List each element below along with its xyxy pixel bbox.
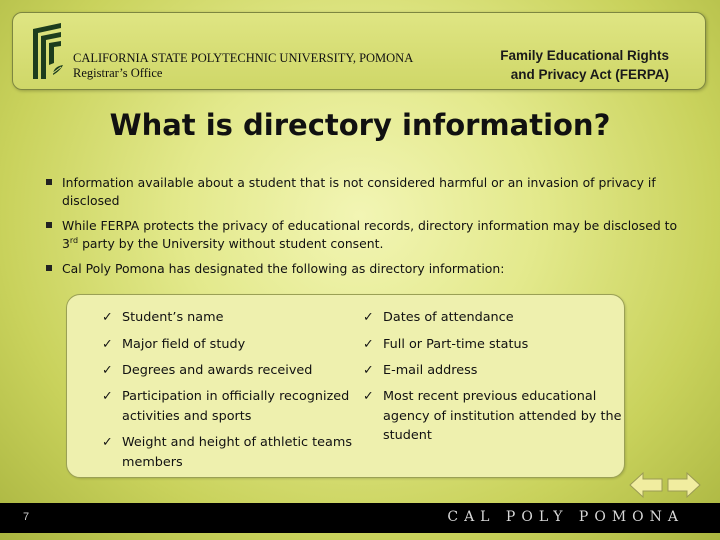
checkmark-icon: ✓ (102, 363, 113, 378)
bullet-text: Cal Poly Pomona has designated the following as directory information: (62, 261, 505, 276)
checkmark-icon: ✓ (102, 389, 113, 404)
item-text: Full or Part-time status (383, 337, 529, 352)
bullet-square-icon (46, 222, 52, 228)
bullet-item (44, 217, 684, 253)
bullet-square-icon (46, 265, 52, 271)
bullet-square-icon (46, 179, 52, 185)
bullet-item (44, 174, 684, 210)
checkmark-icon: ✓ (102, 310, 113, 325)
checkmark-icon: ✓ (363, 337, 374, 352)
list-item (102, 335, 362, 355)
arrow-right-icon[interactable] (666, 470, 702, 500)
directory-info-box (66, 294, 625, 478)
bullet-text-part: While FERPA protects the privacy of educational records, directory information may be disclosed to 3 (62, 218, 678, 251)
item-text: Most recent previous educational agency of institution attended by the student (383, 389, 622, 443)
list-item (363, 308, 623, 328)
list-item (102, 361, 362, 381)
list-item (102, 387, 370, 426)
item-text: Degrees and awards received (122, 363, 313, 378)
item-text: Participation in officially recognized activities and sports (122, 389, 350, 424)
item-text: Major field of study (122, 337, 246, 352)
bullet-text-part: party by the University without student consent. (78, 236, 384, 251)
footer-bar (0, 503, 720, 533)
topic-line-2: and Privacy Act (FERPA) (510, 67, 669, 82)
list-item (102, 308, 362, 328)
topic-line-1: Family Educational Rights (500, 48, 669, 63)
item-text: Dates of attendance (383, 310, 514, 325)
item-text: Student’s name (122, 310, 224, 325)
list-item (363, 335, 623, 355)
topic-heading (449, 46, 669, 84)
list-item (102, 433, 372, 472)
list-item (363, 387, 631, 446)
item-text: E-mail address (383, 363, 478, 378)
arrow-left-icon[interactable] (628, 470, 664, 500)
page-number: 7 (23, 511, 30, 523)
list-item (363, 361, 623, 381)
checkmark-icon: ✓ (363, 389, 374, 404)
checkmark-icon: ✓ (363, 363, 374, 378)
bullet-text (62, 218, 677, 251)
university-name: CALIFORNIA STATE POLYTECHNIC UNIVERSITY, POMONA (73, 51, 414, 65)
slide-title: What is directory information? (109, 108, 611, 142)
header-banner (12, 12, 706, 90)
footer-brand: CAL POLY POMONA (447, 509, 684, 525)
office-name: Registrar’s Office (73, 66, 163, 80)
item-text: Weight and height of athletic teams members (122, 435, 352, 470)
checkmark-icon: ✓ (102, 435, 113, 450)
ordinal-suffix: rd (69, 235, 79, 245)
bullet-item (44, 260, 684, 278)
bullet-list (44, 174, 684, 285)
bullet-text: Information available about a student that is not considered harmful or an invasion of privacy if disclosed (62, 175, 656, 208)
university-logo-icon (31, 23, 69, 79)
checkmark-icon: ✓ (102, 337, 113, 352)
checkmark-icon: ✓ (363, 310, 374, 325)
